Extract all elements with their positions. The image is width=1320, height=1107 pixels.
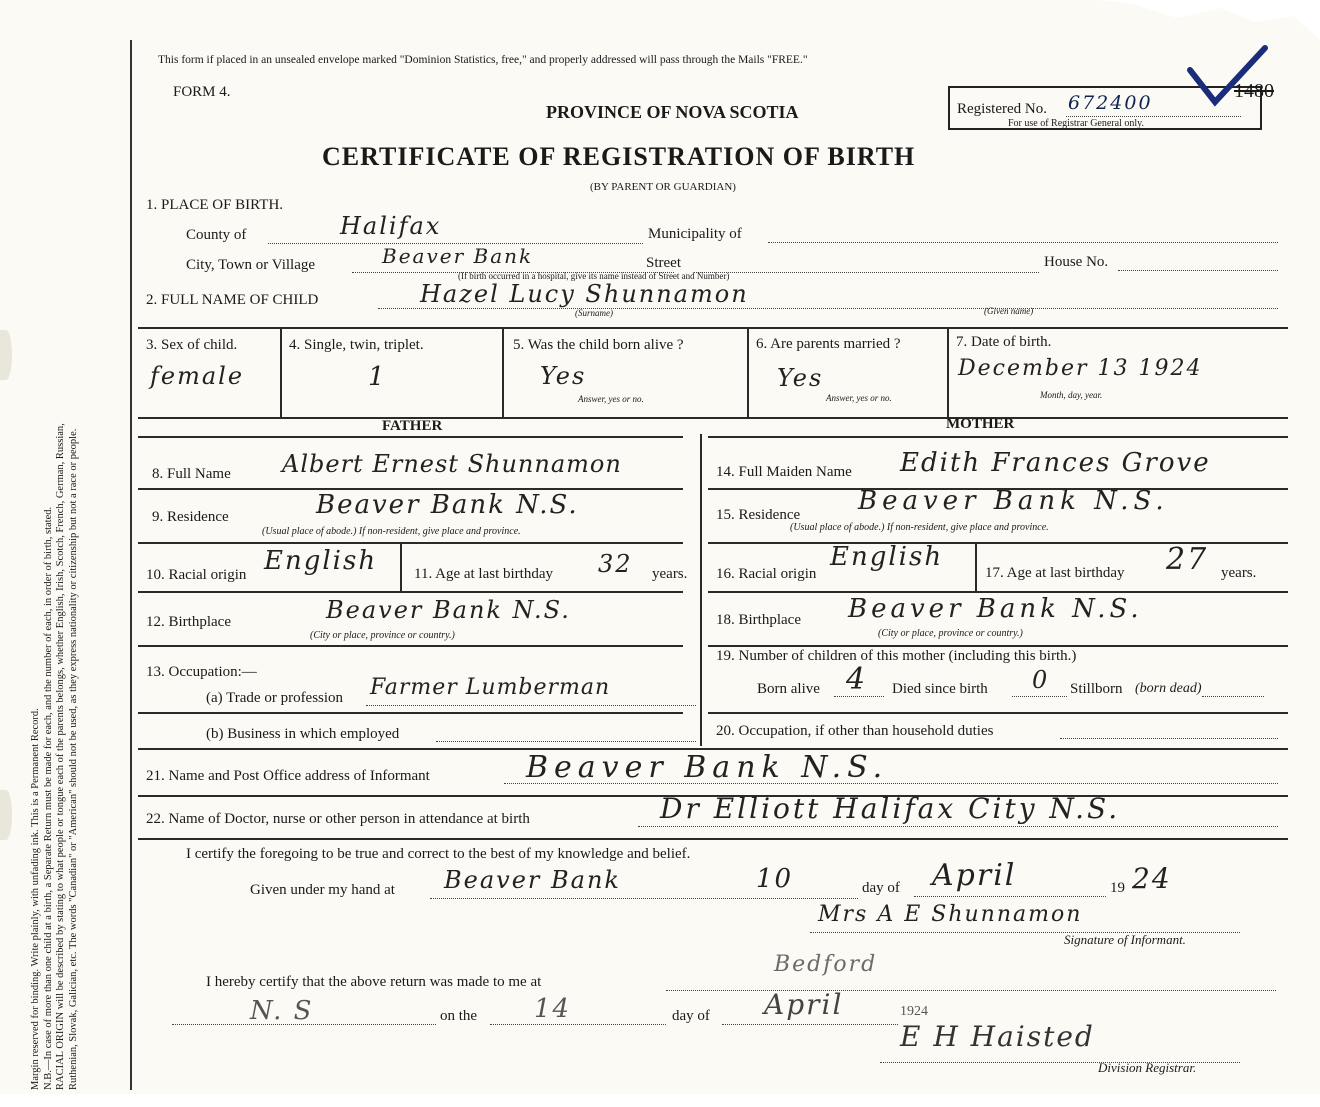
father-racial-value: English [264,546,378,576]
father-birthplace-label: 12. Birthplace [146,614,231,630]
registered-dots [1066,116,1241,117]
parents-married-value: Yes [777,364,824,392]
mother-birthplace-label: 18. Birthplace [716,612,801,628]
registrar-place-value: Bedford [774,952,878,977]
sex-label: 3. Sex of child. [146,337,238,353]
given-day-label: day of [862,880,900,896]
municipality-label: Municipality of [648,226,742,242]
county-label: County of [186,227,247,243]
check-mark-icon [1185,40,1275,110]
registrar-day-line [490,1024,666,1025]
given-month-value: April [932,858,1017,893]
grid-line [138,327,1288,329]
margin-note-2: N.B.—In case of more than one child at a birth, a Separate Return must be made for each, and the number of each, in order of birth, stated. [42,506,54,1090]
grid-line [138,436,683,438]
mother-residence-label: 15. Residence [716,507,801,523]
given-day-value: 10 [756,864,794,894]
mother-name-value: Edith Frances Grove [900,448,1211,478]
grid-line [138,838,1288,840]
margin-note-1: Margin reserved for binding. Write plainly, with unfading ink. This is a Permanent Record. [30,708,41,1090]
given-month-line [914,896,1106,897]
informant-label: 21. Name and Post Office address of Informant [146,768,430,784]
child-name-value: Hazel Lucy Shunnamon [420,280,749,308]
county-value: Halifax [340,212,442,240]
father-years-label: years. [652,566,688,582]
grid-line [708,436,1288,438]
binding-hole-bottom [0,790,12,840]
registered-struck-number: 1480 [1234,80,1274,102]
father-residence-value: Beaver Bank N.S. [316,490,579,520]
grid-line [138,712,683,714]
business-line [436,741,696,742]
margin-instructions [30,30,80,1090]
mother-racial-label: 16. Racial origin [716,566,817,582]
father-name-value: Albert Ernest Shunnamon [282,450,622,478]
father-residence-label: 9. Residence [152,509,229,525]
date-of-birth-caption: Month, day, year. [1040,390,1103,400]
registrar-province-value: N. S [250,996,314,1026]
mother-years-label: years. [1221,565,1257,581]
date-of-birth-value: December 13 1924 [958,356,1203,381]
informant-signature-caption: Signature of Informant. [1064,932,1186,947]
mother-racial-value: English [830,542,944,572]
father-age-value: 32 [598,550,633,578]
mother-residence-caption: (Usual place of abode.) If non-resident, give place and province. [790,522,1049,533]
place-of-birth-label: 1. PLACE OF BIRTH. [146,197,284,213]
trade-label: (a) Trade or profession [206,690,344,706]
trade-value: Farmer Lumberman [370,675,611,700]
born-alive-count-label: Born alive [757,681,820,697]
mother-residence-value: Beaver Bank N.S. [858,486,1169,516]
father-name-label: 8. Full Name [152,466,231,482]
registered-label: Registered No. [957,101,1047,117]
certify-statement: I certify the foregoing to be true and correct to the best of my knowledge and belief. [186,846,691,862]
given-under-hand-label: Given under my hand at [250,882,395,898]
doctor-line [638,826,1278,827]
parents-married-label: 6. Are parents married ? [756,336,901,352]
registrar-general-note: For use of Registrar General only. [1008,118,1144,129]
grid-line [138,645,683,647]
father-mother-divider [700,434,702,746]
form-number: FORM 4. [173,84,231,100]
mother-birthplace-caption: (City or place, province or country.) [878,628,1023,639]
registrar-month-line [722,1024,898,1025]
given-year-prefix: 19 [1110,880,1125,896]
date-of-birth-label: 7. Date of birth. [956,334,1052,350]
grid-vline [400,543,402,591]
registrar-signature: E H Haisted [900,1020,1095,1053]
children-count-label: 19. Number of children of this mother (including this birth.) [716,648,1077,664]
born-alive-caption: Answer, yes or no. [578,394,644,404]
grid-line [708,591,1288,593]
father-heading: FATHER [382,418,443,434]
division-registrar-caption: Division Registrar. [1098,1060,1197,1075]
trade-line [366,705,696,706]
grid-vline [947,328,949,418]
stillborn-label: Stillborn [1070,681,1123,697]
margin-rule [130,40,132,1090]
city-value: Beaver Bank [382,244,534,268]
binding-hole-top [0,330,12,380]
registrar-day-value: 14 [534,994,572,1024]
certificate-subtitle: (BY PARENT OR GUARDIAN) [590,181,736,193]
mother-occupation-line [1060,738,1278,739]
street-label: Street [646,255,681,271]
torn-edge-top [1100,0,1320,40]
parents-married-caption: Answer, yes or no. [826,393,892,403]
sex-value: female [150,362,245,390]
house-number-label: House No. [1044,254,1109,270]
house-line [1118,270,1278,271]
child-name-label: 2. FULL NAME OF CHILD [146,292,319,308]
father-occupation-label: 13. Occupation:— [146,664,257,680]
doctor-label: 22. Name of Doctor, nurse or other person in attendance at birth [146,811,530,827]
province-title: PROVINCE OF NOVA SCOTIA [546,102,799,122]
street-line [694,272,1039,273]
surname-caption: (Surname) [575,308,613,318]
stillborn-line [1202,696,1264,697]
grid-line [138,542,683,544]
registrar-day-label: day of [672,1008,710,1024]
registrar-on-the-label: on the [440,1008,478,1024]
doctor-value: Dr Elliott Halifax City N.S. [660,792,1121,825]
registrar-year-value: 1924 [900,1004,928,1019]
margin-note-3: RACIAL ORIGIN will be described by stating to what people or tongue each of the parents belongs, whether English, Irish, Scotch, French, German, Russian, [55,423,66,1090]
given-year-value: 24 [1132,862,1172,895]
father-birthplace-value: Beaver Bank N.S. [326,596,571,624]
municipality-line [768,242,1278,243]
informant-value: Beaver Bank N.S. [526,750,889,785]
registrar-month-value: April [764,988,844,1021]
registrar-statement: I hereby certify that the above return was made to me at [206,974,542,990]
grid-vline [280,328,282,418]
single-label: 4. Single, twin, triplet. [289,337,424,353]
given-place-line [430,898,858,899]
grid-vline [975,543,977,591]
grid-line [138,591,683,593]
grid-line [708,712,1288,714]
grid-line [138,417,1288,419]
mother-name-label: 14. Full Maiden Name [716,464,852,480]
registered-number: 672400 [1068,92,1153,114]
mother-birthplace-value: Beaver Bank N.S. [848,594,1143,624]
mother-age-value: 27 [1166,542,1209,577]
certificate-title: CERTIFICATE OF REGISTRATION OF BIRTH [322,142,916,171]
grid-line [708,645,1288,647]
given-place-value: Beaver Bank [444,866,621,894]
grid-vline [502,328,504,418]
hospital-note: (If birth occurred in a hospital, give its name instead of Street and Number) [458,271,730,281]
given-name-caption: (Given name) [984,306,1034,316]
father-racial-label: 10. Racial origin [146,567,247,583]
child-name-line [378,308,1278,309]
grid-vline [747,328,749,418]
father-residence-caption: (Usual place of abode.) If non-resident, give place and province. [262,526,521,537]
died-since-birth-value: 0 [1032,666,1050,694]
informant-signature: Mrs A E Shunnamon [818,902,1083,927]
business-label: (b) Business in which employed [206,726,400,742]
mail-notice: This form if placed in an unsealed envelope marked "Dominion Statistics, free," and properly addressed will pass through the Mails "FREE." [158,54,808,66]
born-alive-line [834,696,884,697]
died-line [1012,696,1067,697]
city-label: City, Town or Village [186,257,316,273]
registrar-place-line [666,990,1276,991]
stillborn-note: (born dead) [1135,681,1202,696]
born-alive-count-value: 4 [846,662,868,697]
born-alive-value: Yes [540,362,587,390]
mother-heading: MOTHER [946,416,1015,432]
single-value: 1 [368,362,387,392]
died-since-birth-label: Died since birth [892,681,988,697]
father-birthplace-caption: (City or place, province or country.) [310,630,455,641]
margin-note-4: Ruthenian, Slovak, Galician, etc. The words "Canadian" or "American" should not be used, as they express nationality or citizenship but not a race or people. [67,428,79,1090]
mother-age-label: 17. Age at last birthday [985,565,1125,581]
mother-occupation-label: 20. Occupation, if other than household duties [716,723,994,739]
father-age-label: 11. Age at last birthday [414,566,553,582]
torn-edge-bottom [0,1094,1320,1107]
born-alive-label: 5. Was the child born alive ? [513,337,684,353]
